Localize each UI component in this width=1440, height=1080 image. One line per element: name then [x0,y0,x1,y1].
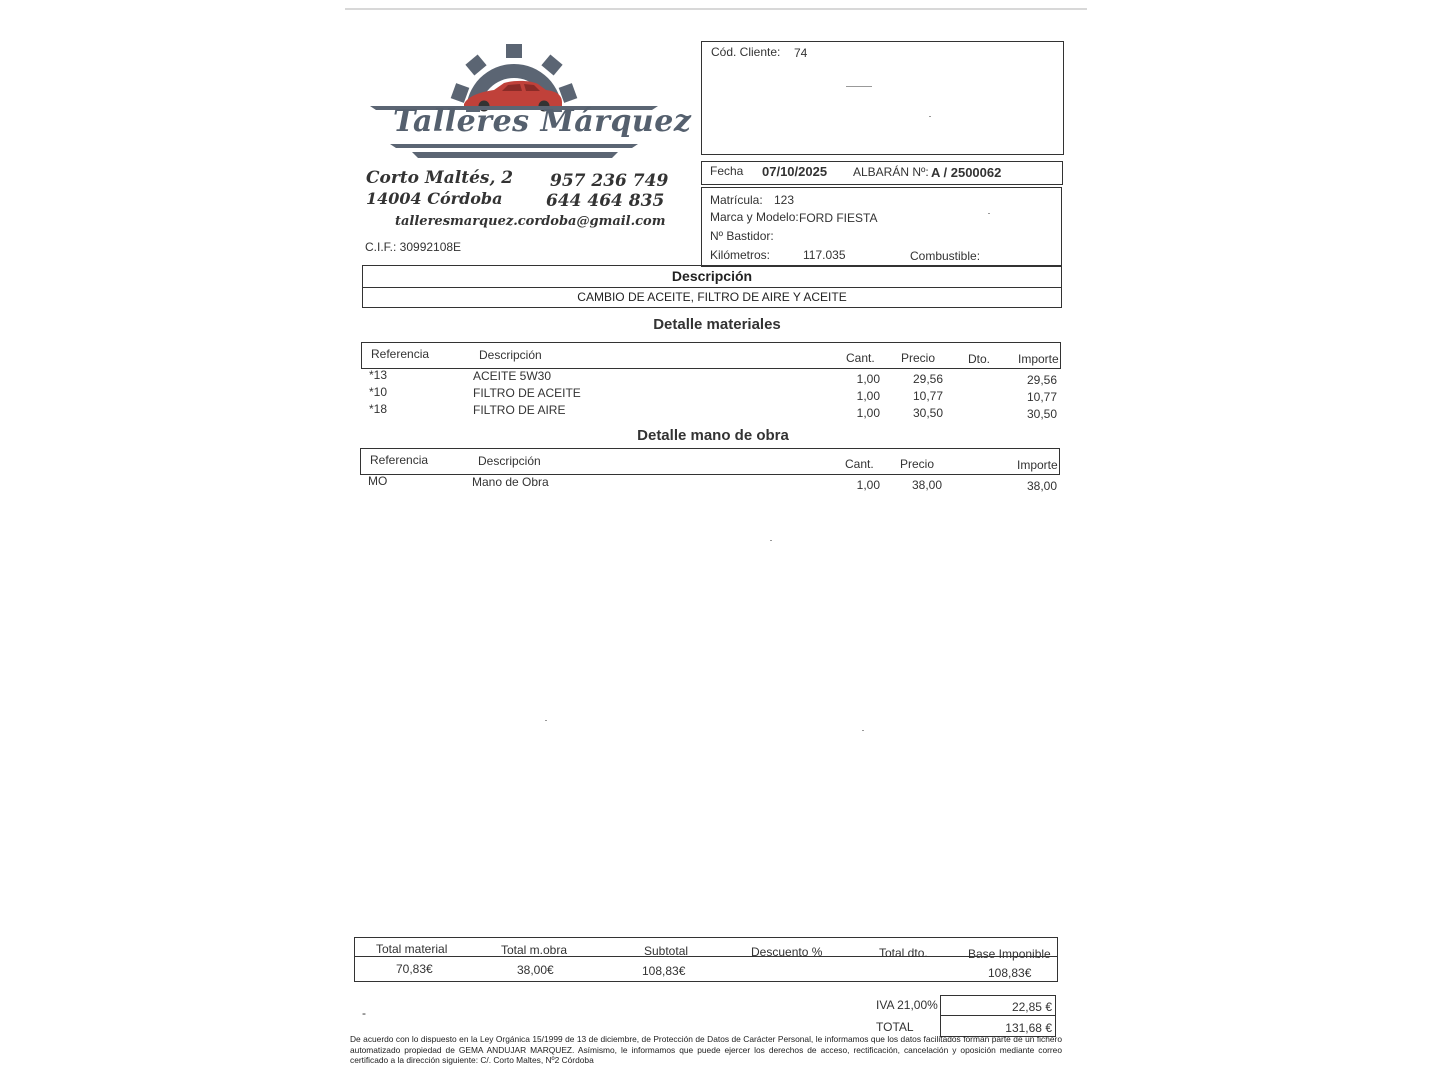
model-value: FORD FIESTA [799,211,878,225]
company-phone-1: 957 236 749 [550,171,669,191]
labor-header-desc: Descripción [478,454,541,468]
totals-subtotal-value: 108,83€ [642,964,686,978]
material-amount: 30,50 [1026,407,1057,421]
description-text: CAMBIO DE ACEITE, FILTRO DE AIRE Y ACEITE [577,290,847,304]
material-desc: FILTRO DE ACEITE [473,386,581,400]
materials-header-ref: Referencia [371,347,430,361]
labor-header-box [360,448,1060,475]
company-cif: C.I.F.: 30992108E [365,240,462,254]
material-amount: 29,56 [1026,373,1057,387]
material-ref: *13 [369,368,388,382]
materials-header-amount: Importe [1018,352,1059,366]
material-qty: 1,00 [856,372,880,386]
km-label: Kilómetros: [710,248,771,262]
material-ref: *18 [369,402,388,416]
materials-header-price: Precio [901,351,936,365]
model-label: Marca y Modelo: [710,210,799,224]
labor-header-qty: Cant. [845,457,874,471]
material-amount: 10,77 [1026,390,1057,404]
material-desc: ACEITE 5W30 [473,369,552,383]
vin-label: Nº Bastidor: [710,229,774,243]
labor-qty: 1,00 [856,478,880,492]
totals-base-value: 108,83€ [988,966,1032,980]
labor-header-price: Precio [900,457,935,471]
iva-value: 22,85 € [1011,1000,1052,1014]
company-name: Talleres Márquez [393,104,692,139]
km-value: 117.035 [803,248,846,262]
labor-desc: Mano de Obra [472,475,549,489]
totals-header-base: Base Imponible [968,947,1051,961]
materials-title: Detalle materiales [653,316,781,333]
labor-title: Detalle mano de obra [637,427,789,444]
totals-material-value: 70,83€ [396,962,433,976]
material-price: 10,77 [912,389,943,403]
company-phone-2: 644 464 835 [546,191,665,211]
company-email: talleresmarquez.cordoba@gmail.com [395,214,666,229]
totals-box [354,937,1058,982]
albaran-number: A / 2500062 [931,165,1002,180]
material-price: 30,50 [912,406,943,420]
materials-header-qty: Cant. [846,351,875,365]
totals-header-discount-pct: Descuento % [751,945,823,959]
material-qty: 1,00 [856,406,880,420]
totals-header-labor: Total m.obra [501,943,568,957]
material-ref: *10 [369,385,388,399]
materials-header-box [361,342,1061,369]
client-code-value: 74 [794,46,808,60]
scan-edge-line [345,8,1087,10]
totals-header-material: Total material [376,942,448,956]
plate-value: 123 [774,193,795,207]
company-address-line1: Corto Maltés, 2 [366,168,514,188]
company-address-line2: 14004 Córdoba [366,189,503,208]
date-value: 07/10/2025 [762,164,828,179]
labor-header-amount: Importe [1017,458,1058,472]
totals-header-discount-total: Total dto. [879,946,928,960]
albaran-label: ALBARÁN Nº: [853,165,929,179]
labor-amount: 38,00 [1026,479,1057,493]
description-title: Descripción [671,268,753,284]
plate-label: Matrícula: [710,193,763,207]
material-desc: FILTRO DE AIRE [473,403,566,417]
materials-header-disc: Dto. [968,352,991,366]
client-code-label: Cód. Cliente: [711,45,781,59]
footer-dash: - [362,1006,366,1020]
labor-header-ref: Referencia [370,453,429,467]
iva-label: IVA 21,00% [876,998,938,1012]
totals-header-subtotal: Subtotal [644,944,689,958]
total-label: TOTAL [876,1020,914,1034]
material-qty: 1,00 [856,389,880,403]
legal-notice: De acuerdo con lo dispuesto en la Ley Orgánica 15/1999 de 13 de diciembre, de Protección de Datos de Carácter Personal, le informamos que los datos facilitados forman parte de un fichero automatizado propiedad de GEMA ANDUJAR MARQUEZ. Asímismo, le informamos que puede ejercer los derechos de acceso, rectificación, cancelación y oposición mediante correo certificado a la dirección siguiente: C/. Corto Maltes, Nº2 Córdoba [350,1034,1062,1066]
date-label: Fecha [710,164,744,178]
totals-labor-value: 38,00€ [517,963,554,977]
material-price: 29,56 [912,372,943,386]
total-value: 131,68 € [1005,1021,1052,1035]
materials-header-desc: Descripción [479,348,542,362]
labor-ref: MO [368,474,388,488]
fuel-label: Combustible: [910,249,981,263]
labor-price: 38,00 [911,478,942,492]
